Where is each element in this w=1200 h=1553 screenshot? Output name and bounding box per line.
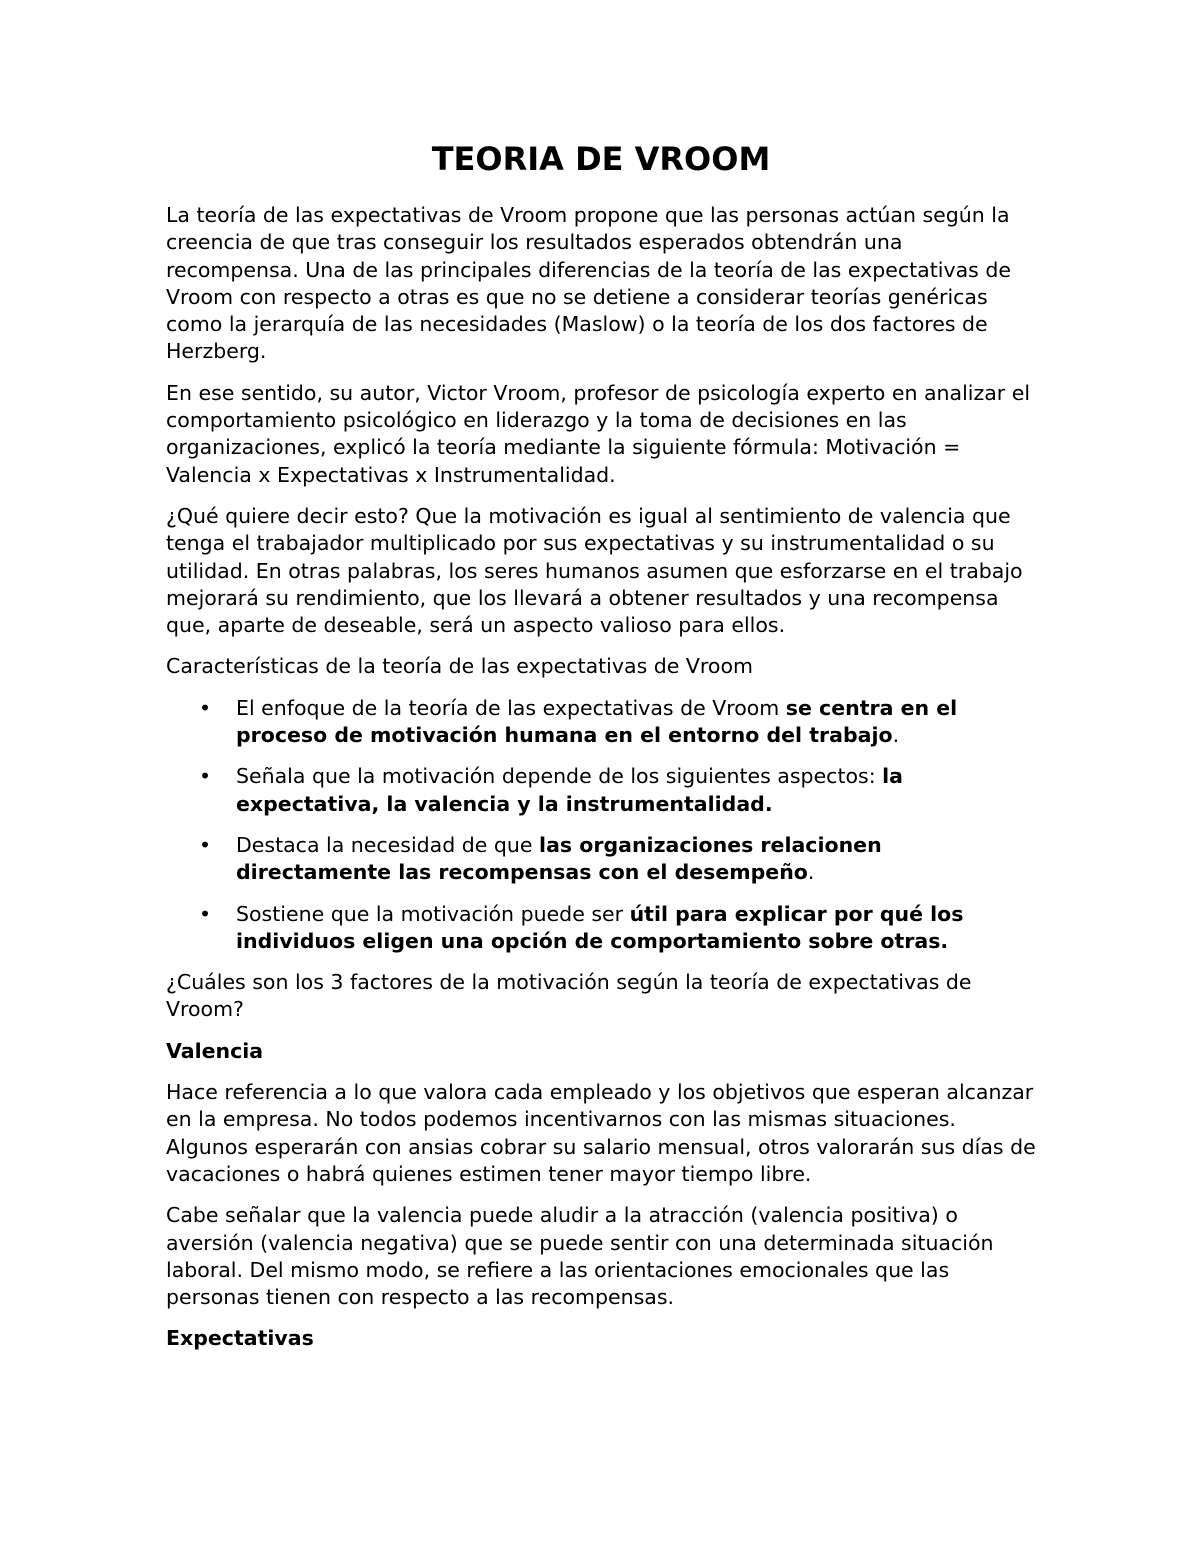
list-item [166, 901, 1036, 956]
document-title: TEORIA DE VROOM [431, 140, 771, 178]
paragraph-explanation: ¿Qué quiere decir esto? Que la motivación es igual al sentimiento de valencia que tenga el trabajador multiplicado por sus expectativas y su instrumentalidad o su utilidad. En otras palabras, los seres humanos asumen que esforzarse en el trabajo mejorará su rendimiento, que los llevará a obtener resultados y una recompensa que, aparte de deseable, será un aspecto valioso para ellos. [166, 503, 1023, 638]
list-item-tail: . [892, 723, 900, 748]
paragraph-intro: La teoría de las expectativas de Vroom propone que las personas actúan según la creencia de que tras conseguir los resultados esperados obtendrán una recompensa. Una de las principales diferencias de la teoría de las expectativas de Vroom con respecto a otras es que no se detiene a considerar teorías genéricas como la jerarquía de las necesidades (Maslow) o la teoría de los dos factores de Herzberg. [166, 203, 1011, 364]
list-item-bold-text: útil para explicar por qué los individuos eligen una opción de comportamiento sobre otras. [236, 901, 964, 953]
list-item-text: Destaca la necesidad de que [236, 832, 540, 857]
list-item [166, 695, 1036, 750]
heading-valencia: Valencia [166, 1038, 264, 1063]
list-item [166, 763, 1036, 818]
list-item-bold-text: las organizaciones relacionen directamente las recompensas con el desempeño [236, 832, 882, 885]
paragraph-characteristics-heading: Características de la teoría de las expectativas de Vroom [166, 654, 753, 679]
paragraph-question: ¿Cuáles son los 3 factores de la motivación según la teoría de expectativas de Vroom? [166, 970, 972, 1022]
list-item-bold-text: se centra en el proceso de motivación humana en el entorno del trabajo [236, 695, 958, 748]
characteristics-list [166, 695, 1036, 955]
list-item-tail: . [807, 860, 815, 885]
list-item-bold-text: la expectativa, la valencia y la instrumentalidad. [236, 764, 904, 816]
paragraph-formula: En ese sentido, su autor, Victor Vroom, profesor de psicología experto en analizar el comportamiento psicológico en liderazgo y la toma de decisiones en las organizaciones, explicó la teoría mediante la siguiente fórmula: Motivación = Valencia x Expectativas x Instrumentalidad. [166, 380, 1031, 487]
bullet-icon: • [199, 901, 212, 926]
document-page [166, 138, 1036, 1367]
list-item [166, 832, 1036, 887]
paragraph-valencia-2: Cabe señalar que la valencia puede aludir a la atracción (valencia positiva) o aversión (valencia negativa) que se puede sentir con una determinada situación laboral. Del mismo modo, se refiere a las orientaciones emocionales que las personas tienen con respecto a las recompensas. [166, 1203, 994, 1310]
heading-expectativas: Expectativas [166, 1326, 314, 1351]
bullet-icon: • [199, 764, 212, 789]
paragraph-valencia-1: Hace referencia a lo que valora cada empleado y los objetivos que esperan alcanzar en la empresa. No todos podemos incentivarnos con las mismas situaciones. Algunos esperarán con ansias cobrar su salario mensual, otros valorarán sus días de vacaciones o habrá quienes estimen tener mayor tiempo libre. [166, 1080, 1036, 1186]
list-item-text: El enfoque de la teoría de las expectativas de Vroom [236, 695, 786, 720]
bullet-icon: • [199, 832, 212, 857]
bullet-icon: • [199, 695, 212, 720]
list-item-text: Señala que la motivación depende de los siguientes aspectos: [236, 764, 883, 789]
list-item-text: Sostiene que la motivación puede ser [236, 901, 630, 926]
